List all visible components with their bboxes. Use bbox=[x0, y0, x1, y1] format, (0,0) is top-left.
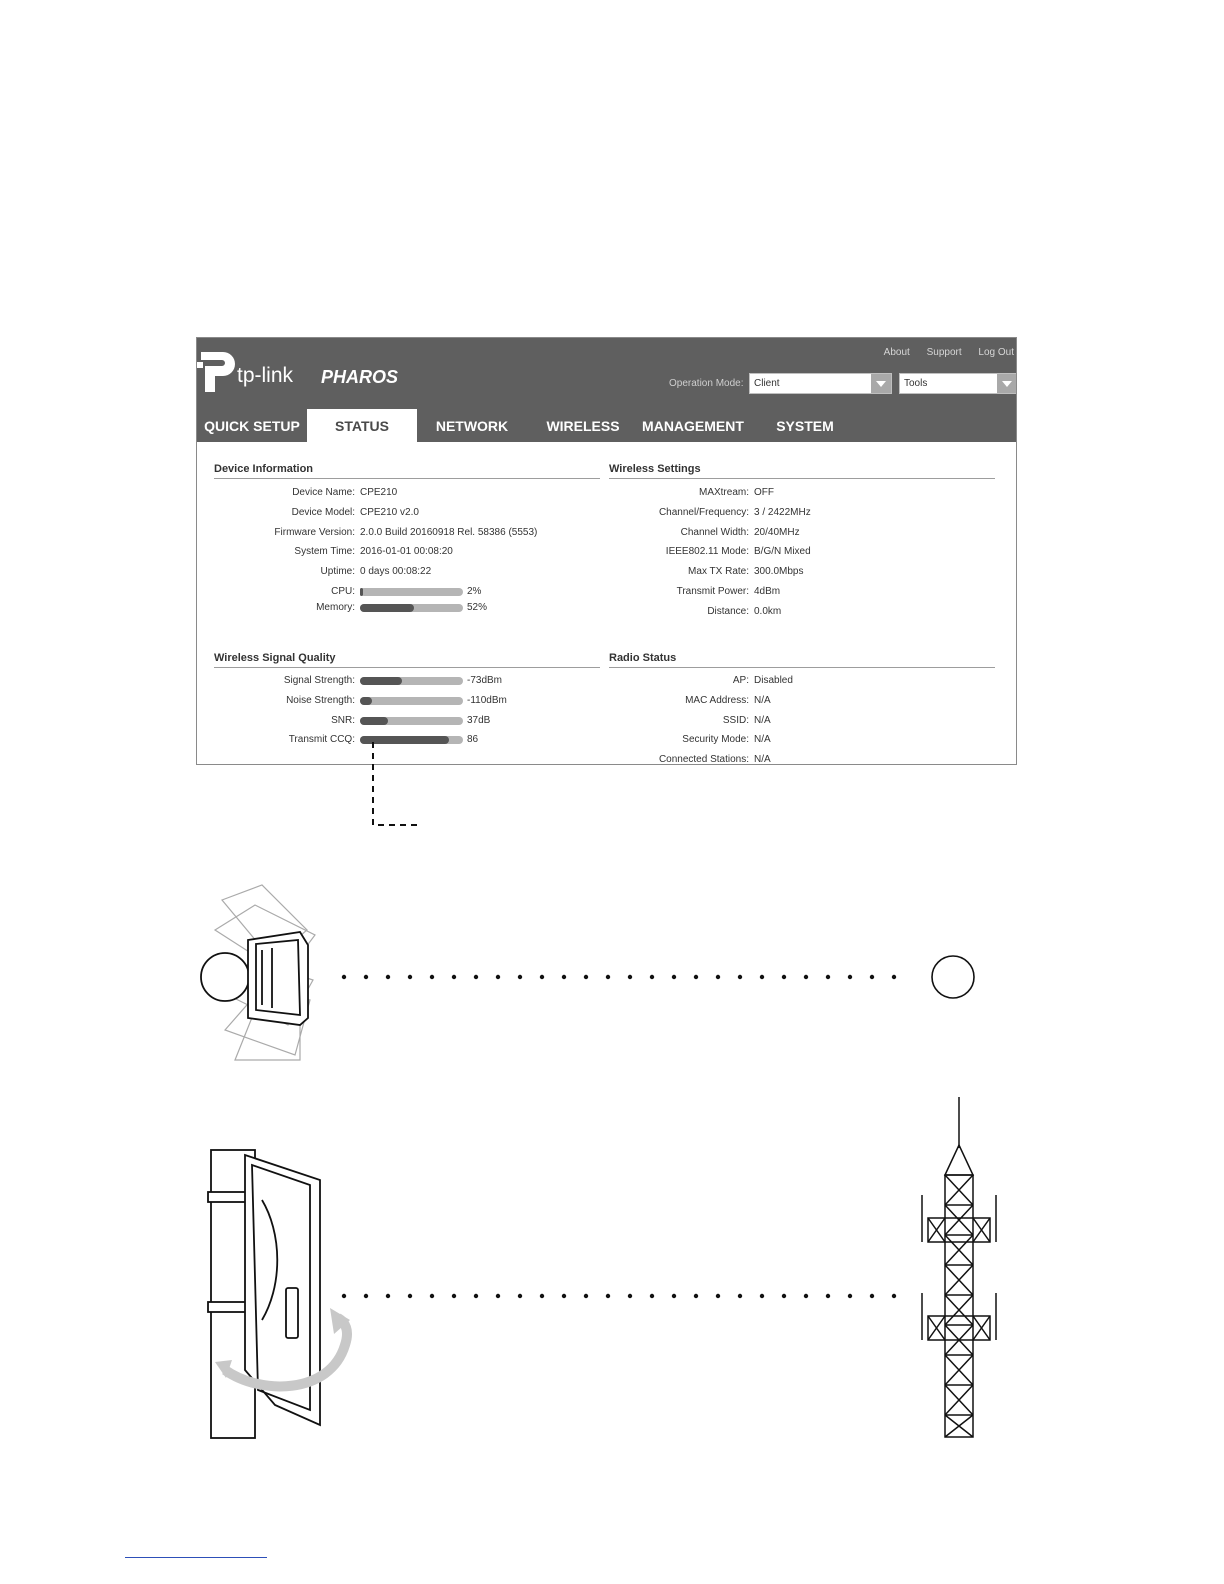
lattice-tower-icon bbox=[922, 1097, 996, 1437]
radio-status-value: N/A bbox=[754, 734, 771, 746]
device-info-label: Firmware Version: bbox=[274, 526, 355, 538]
wireless-setting-label: Channel/Frequency: bbox=[658, 506, 749, 518]
device-info-label: Device Name: bbox=[292, 487, 355, 498]
wireless-setting-value: B/G/N Mixed bbox=[754, 546, 811, 558]
wireless-setting-value: 4dBm bbox=[754, 586, 781, 597]
brand-text: tp-link bbox=[237, 364, 294, 387]
operation-mode-label: Operation Mode: bbox=[669, 378, 744, 389]
product-text: PHAROS bbox=[321, 367, 399, 387]
wireless-setting-label: Channel Width: bbox=[680, 526, 749, 538]
device-info-value: 2.0.0 Build 20160918 Rel. 58386 (5553) bbox=[360, 526, 538, 538]
dotted-link-top bbox=[342, 975, 896, 979]
footer-link-underline[interactable] bbox=[125, 1557, 267, 1558]
tab-network[interactable]: NETWORK bbox=[435, 418, 509, 434]
signal-quality-value: -73dBm bbox=[467, 675, 503, 686]
wireless-setting-value: 0.0km bbox=[754, 605, 782, 617]
wireless-setting-value: 300.0Mbps bbox=[754, 566, 804, 578]
support-link[interactable]: Support bbox=[926, 347, 962, 358]
signal-quality-value: 86 bbox=[467, 734, 479, 746]
device-info-title: Device Information bbox=[214, 463, 314, 475]
tab-wireless[interactable]: WIRELESS bbox=[546, 418, 620, 434]
signal-quality-label: Signal Strength: bbox=[283, 675, 355, 686]
device-info-value: 2016-01-01 00:08:20 bbox=[360, 546, 453, 558]
signal-quality-value: 37dB bbox=[467, 714, 491, 726]
radio-status-value: N/A bbox=[754, 714, 771, 726]
callout-dashed-line bbox=[373, 742, 418, 825]
wireless-setting-value: 20/40MHz bbox=[754, 526, 800, 538]
radio-status-label: Security Mode: bbox=[682, 734, 749, 746]
device-info-label: System Time: bbox=[294, 546, 355, 558]
cpe-device-icon bbox=[201, 932, 308, 1025]
device-info-value: 0 days 00:08:22 bbox=[360, 566, 432, 578]
wireless-setting-label: Max TX Rate: bbox=[688, 566, 749, 578]
tab-quick-setup[interactable]: QUICK SETUP bbox=[204, 418, 300, 434]
radio-status-title: Radio Status bbox=[609, 652, 677, 664]
dotted-link-bottom bbox=[342, 1294, 896, 1298]
wireless-setting-label: IEEE802.11 Mode: bbox=[665, 546, 749, 558]
wireless-setting-label: MAXtream: bbox=[698, 487, 749, 498]
wireless-setting-value: 3 / 2422MHz bbox=[754, 506, 811, 518]
wireless-setting-value: OFF bbox=[754, 487, 774, 498]
memory-label: Memory: bbox=[316, 602, 355, 613]
operation-mode-value: Client bbox=[754, 378, 780, 389]
signal-quality-title: Wireless Signal Quality bbox=[214, 652, 336, 664]
radio-status-value: Disabled bbox=[754, 675, 793, 686]
wireless-setting-label: Distance: bbox=[707, 605, 749, 617]
radio-status-label: SSID: bbox=[722, 714, 749, 726]
memory-value: 52% bbox=[467, 602, 488, 613]
radio-status-value: N/A bbox=[754, 754, 771, 765]
tab-system[interactable]: SYSTEM bbox=[776, 418, 834, 434]
signal-quality-label: Transmit CCQ: bbox=[288, 734, 355, 746]
logout-link[interactable]: Log Out bbox=[978, 347, 1014, 358]
remote-station-icon bbox=[932, 956, 974, 998]
device-info-label: Uptime: bbox=[320, 566, 355, 578]
signal-quality-value: -110dBm bbox=[467, 694, 507, 706]
wireless-setting-label: Transmit Power: bbox=[676, 586, 749, 597]
device-info-label: Device Model: bbox=[291, 506, 355, 518]
signal-quality-label: SNR: bbox=[331, 714, 355, 726]
signal-quality-label: Noise Strength: bbox=[286, 694, 355, 706]
cpu-label: CPU: bbox=[331, 586, 355, 597]
pole-mounted-cpe-icon bbox=[208, 1150, 320, 1438]
radio-status-label: Connected Stations: bbox=[658, 754, 749, 765]
device-info-value: CPE210 v2.0 bbox=[360, 506, 419, 518]
radio-status-label: AP: bbox=[732, 675, 749, 686]
tab-status[interactable]: STATUS bbox=[307, 409, 417, 442]
radio-status-value: N/A bbox=[754, 694, 771, 706]
wireless-settings-title: Wireless Settings bbox=[609, 463, 701, 475]
device-info-value: CPE210 bbox=[360, 487, 398, 498]
tools-value: Tools bbox=[904, 378, 928, 389]
cpu-value: 2% bbox=[467, 586, 482, 597]
about-link[interactable]: About bbox=[883, 347, 910, 358]
radio-status-label: MAC Address: bbox=[685, 694, 749, 706]
tab-management[interactable]: MANAGEMENT bbox=[642, 418, 744, 434]
